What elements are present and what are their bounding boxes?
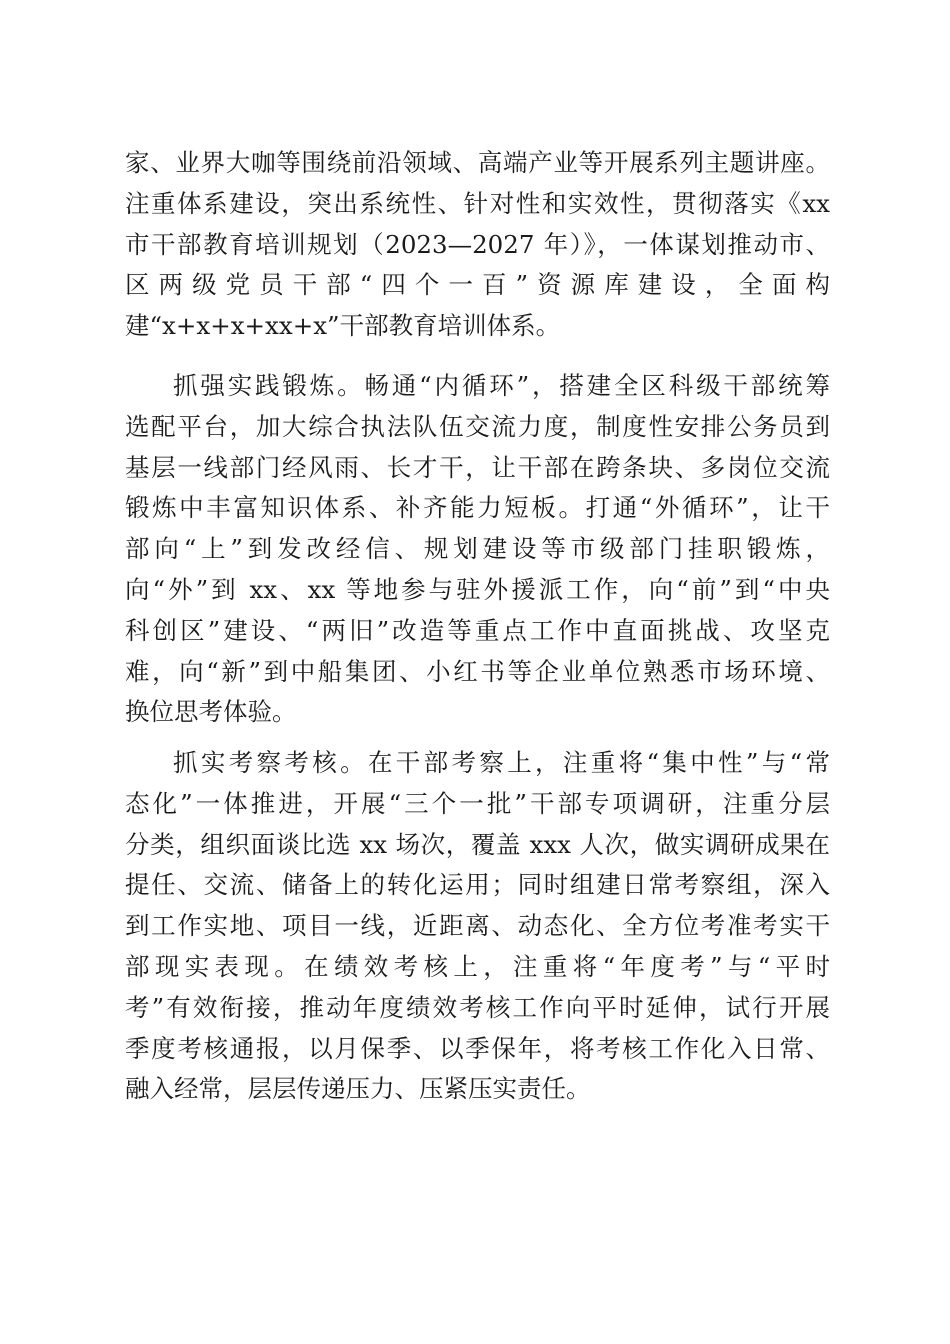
text-line: 抓实考察考核。在干部考察上，注重将“集中性”与“常 — [173, 748, 830, 777]
text-line: 向“外”到 xx、xx 等地参与驻外援派工作，向“前”到“中央 — [125, 574, 830, 604]
text-line: 分类，组织面谈比选 xx 场次，覆盖 xxx 人次，做实调研成果在 — [125, 829, 830, 859]
text-line: 选配平台，加大综合执法队伍交流力度，制度性安排公务员到 — [125, 411, 830, 441]
paragraph-assessment — [125, 743, 830, 1110]
text-line: 考”有效衔接，推动年度绩效考核工作向平时延伸，试行开展 — [125, 992, 830, 1022]
text-line: 建“x+x+x+xx+x”干部教育培训体系。 — [125, 311, 561, 341]
paragraph-practice-training — [125, 366, 830, 733]
text-line: 市干部教育培训规划（2023—2027 年）》，一体谋划推动市、 — [125, 229, 830, 259]
text-line: 基层一线部门经风雨、长才干，让干部在跨条块、多岗位交流 — [125, 452, 830, 482]
text-line: 季度考核通报，以月保季、以季保年，将考核工作化入日常、 — [125, 1033, 830, 1063]
text-line: 锻炼中丰富知识体系、补齐能力短板。打通“外循环”，让干 — [125, 493, 830, 523]
text-line: 抓强实践锻炼。畅通“内循环”，搭建全区科级干部统筹 — [173, 371, 830, 400]
text-line: 部向“上”到发改经信、规划建设等市级部门挂职锻炼， — [125, 534, 830, 564]
text-line: 区两级党员干部“四个一百”资源库建设，全面构 — [125, 270, 830, 300]
text-line: 融入经常，层层传递压力、压紧压实责任。 — [125, 1074, 591, 1104]
text-line: 态化”一体推进，开展“三个一批”干部专项调研，注重分层 — [125, 788, 830, 818]
text-line: 注重体系建设，突出系统性、针对性和实效性，贯彻落实《xx — [125, 188, 830, 218]
text-line: 到工作实地、项目一线，近距离、动态化、全方位考准考实干 — [125, 911, 830, 941]
text-line: 科创区”建设、“两旧”改造等重点工作中直面挑战、攻坚克 — [125, 615, 830, 645]
paragraph-training-system — [125, 143, 830, 347]
text-line: 换位思考体验。 — [125, 697, 297, 727]
text-line: 提任、交流、储备上的转化运用；同时组建日常考察组，深入 — [125, 870, 830, 900]
text-line: 难，向“新”到中船集团、小红书等企业单位熟悉市场环境、 — [125, 656, 830, 686]
text-line: 家、业界大咖等围绕前沿领域、高端产业等开展系列主题讲座。 — [125, 148, 830, 177]
text-line: 部现实表现。在绩效考核上，注重将“年度考”与“平时 — [125, 951, 830, 981]
